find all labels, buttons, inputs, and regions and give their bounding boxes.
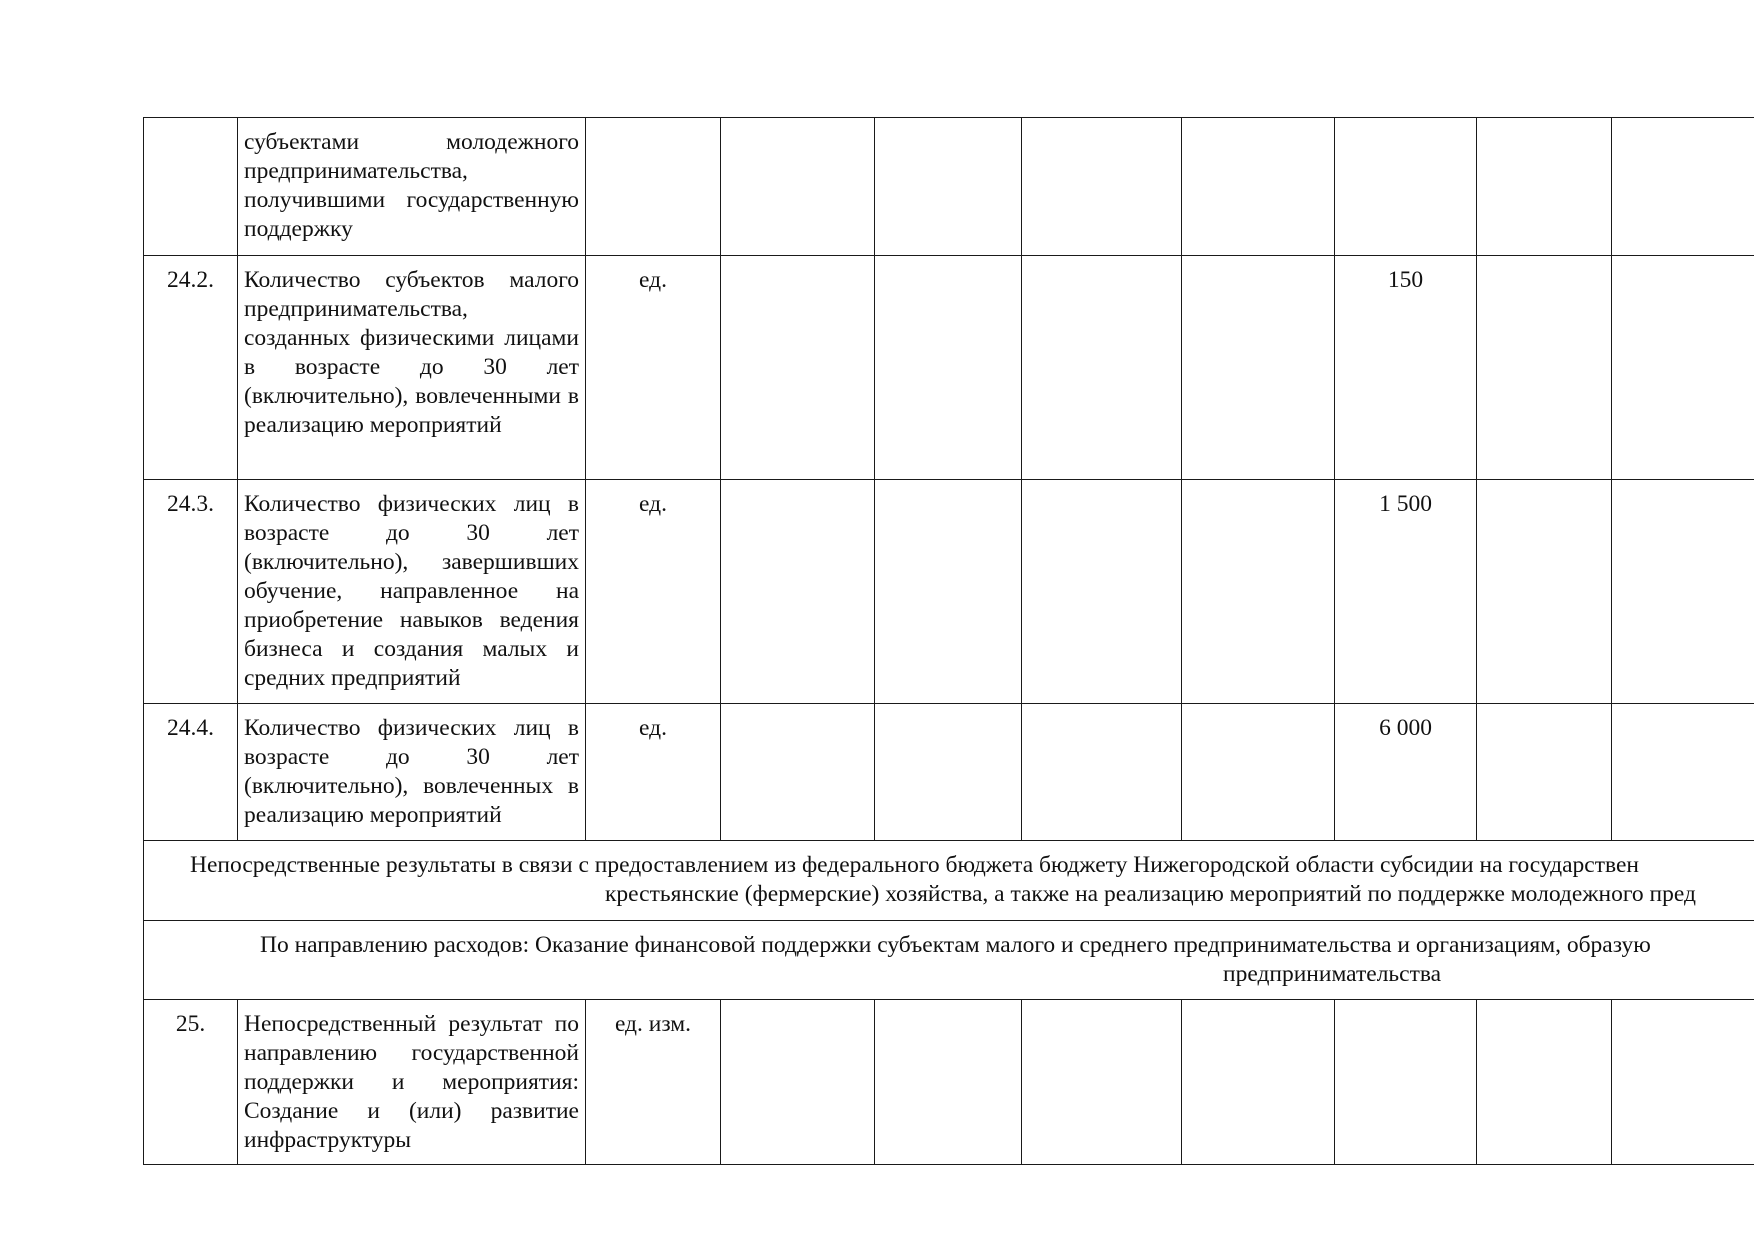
empty-cell: [1022, 704, 1182, 841]
indicators-table: [143, 117, 1754, 1165]
empty-cell: [1182, 256, 1335, 480]
empty-cell: [875, 480, 1022, 704]
row-value: 6 000: [1335, 704, 1477, 841]
empty-cell: [1182, 1000, 1335, 1165]
section-header-row: [144, 841, 1754, 921]
empty-cell: [1612, 118, 1754, 256]
empty-cell: [1612, 256, 1754, 480]
row-description: Непосредственный результат по направлению государственной поддержки и мероприятия: Создание и (или) развитие инфраструктуры: [238, 1000, 586, 1165]
empty-cell: [1022, 256, 1182, 480]
row-number: [144, 118, 238, 256]
empty-cell: [1612, 480, 1754, 704]
empty-cell: [1182, 480, 1335, 704]
row-description: Количество субъектов малого предпринимательства, созданных физическими лицами в возрасте до 30 лет (включительно), вовлеченными в реализацию мероприятий: [238, 256, 586, 480]
empty-cell: [1477, 704, 1612, 841]
empty-cell: [1022, 1000, 1182, 1165]
table-row: [144, 480, 1754, 704]
empty-cell: [1477, 480, 1612, 704]
empty-cell: [721, 256, 875, 480]
empty-cell: [875, 256, 1022, 480]
row-unit: ед.: [586, 480, 721, 704]
table-row: [144, 118, 1754, 256]
table-row: [144, 256, 1754, 480]
empty-cell: [1612, 1000, 1754, 1165]
empty-cell: [1477, 118, 1612, 256]
empty-cell: [875, 1000, 1022, 1165]
table-row: [144, 1000, 1754, 1165]
row-number: 24.2.: [144, 256, 238, 480]
row-description: Количество физических лиц в возрасте до 30 лет (включительно), вовлеченных в реализацию мероприятий: [238, 704, 586, 841]
empty-cell: [1335, 1000, 1477, 1165]
empty-cell: [721, 480, 875, 704]
empty-cell: [1612, 704, 1754, 841]
table-row: [144, 704, 1754, 841]
empty-cell: [721, 704, 875, 841]
empty-cell: [1182, 118, 1335, 256]
row-value: 150: [1335, 256, 1477, 480]
empty-cell: [721, 118, 875, 256]
row-number: 25.: [144, 1000, 238, 1165]
empty-cell: [1022, 118, 1182, 256]
empty-cell: [1022, 480, 1182, 704]
section-heading-line: По направлению расходов: Оказание финансовой поддержки субъектам малого и среднего предпринимательства и организациям, образую: [260, 932, 1651, 958]
row-unit: [586, 118, 721, 256]
row-number: 24.4.: [144, 704, 238, 841]
section-header-row: [144, 921, 1754, 1000]
section-heading-line: крестьянские (фермерские) хозяйства, а также на реализацию мероприятий по поддержке молодежного пред: [605, 881, 1696, 907]
section-heading-line: предпринимательства: [1223, 961, 1442, 987]
empty-cell: [1477, 1000, 1612, 1165]
section-heading-subsidy: [144, 841, 1754, 921]
row-description: Количество физических лиц в возрасте до 30 лет (включительно), завершивших обучение, направленное на приобретение навыков ведения бизнеса и создания малых и средних предприятий: [238, 480, 586, 704]
empty-cell: [875, 704, 1022, 841]
empty-cell: [1477, 256, 1612, 480]
row-value: 1 500: [1335, 480, 1477, 704]
empty-cell: [875, 118, 1022, 256]
row-value: [1335, 118, 1477, 256]
row-unit: ед.: [586, 256, 721, 480]
row-unit: ед.: [586, 704, 721, 841]
row-unit: ед. изм.: [586, 1000, 721, 1165]
section-heading-direction: [144, 921, 1754, 1000]
row-description: субъектами молодежного предпринимательства, получившими государственную поддержку: [238, 118, 586, 256]
empty-cell: [721, 1000, 875, 1165]
empty-cell: [1182, 704, 1335, 841]
row-number: 24.3.: [144, 480, 238, 704]
section-heading-line: Непосредственные результаты в связи с предоставлением из федерального бюджета бюджету Нижегородской области субсидии на государствен: [190, 852, 1639, 878]
